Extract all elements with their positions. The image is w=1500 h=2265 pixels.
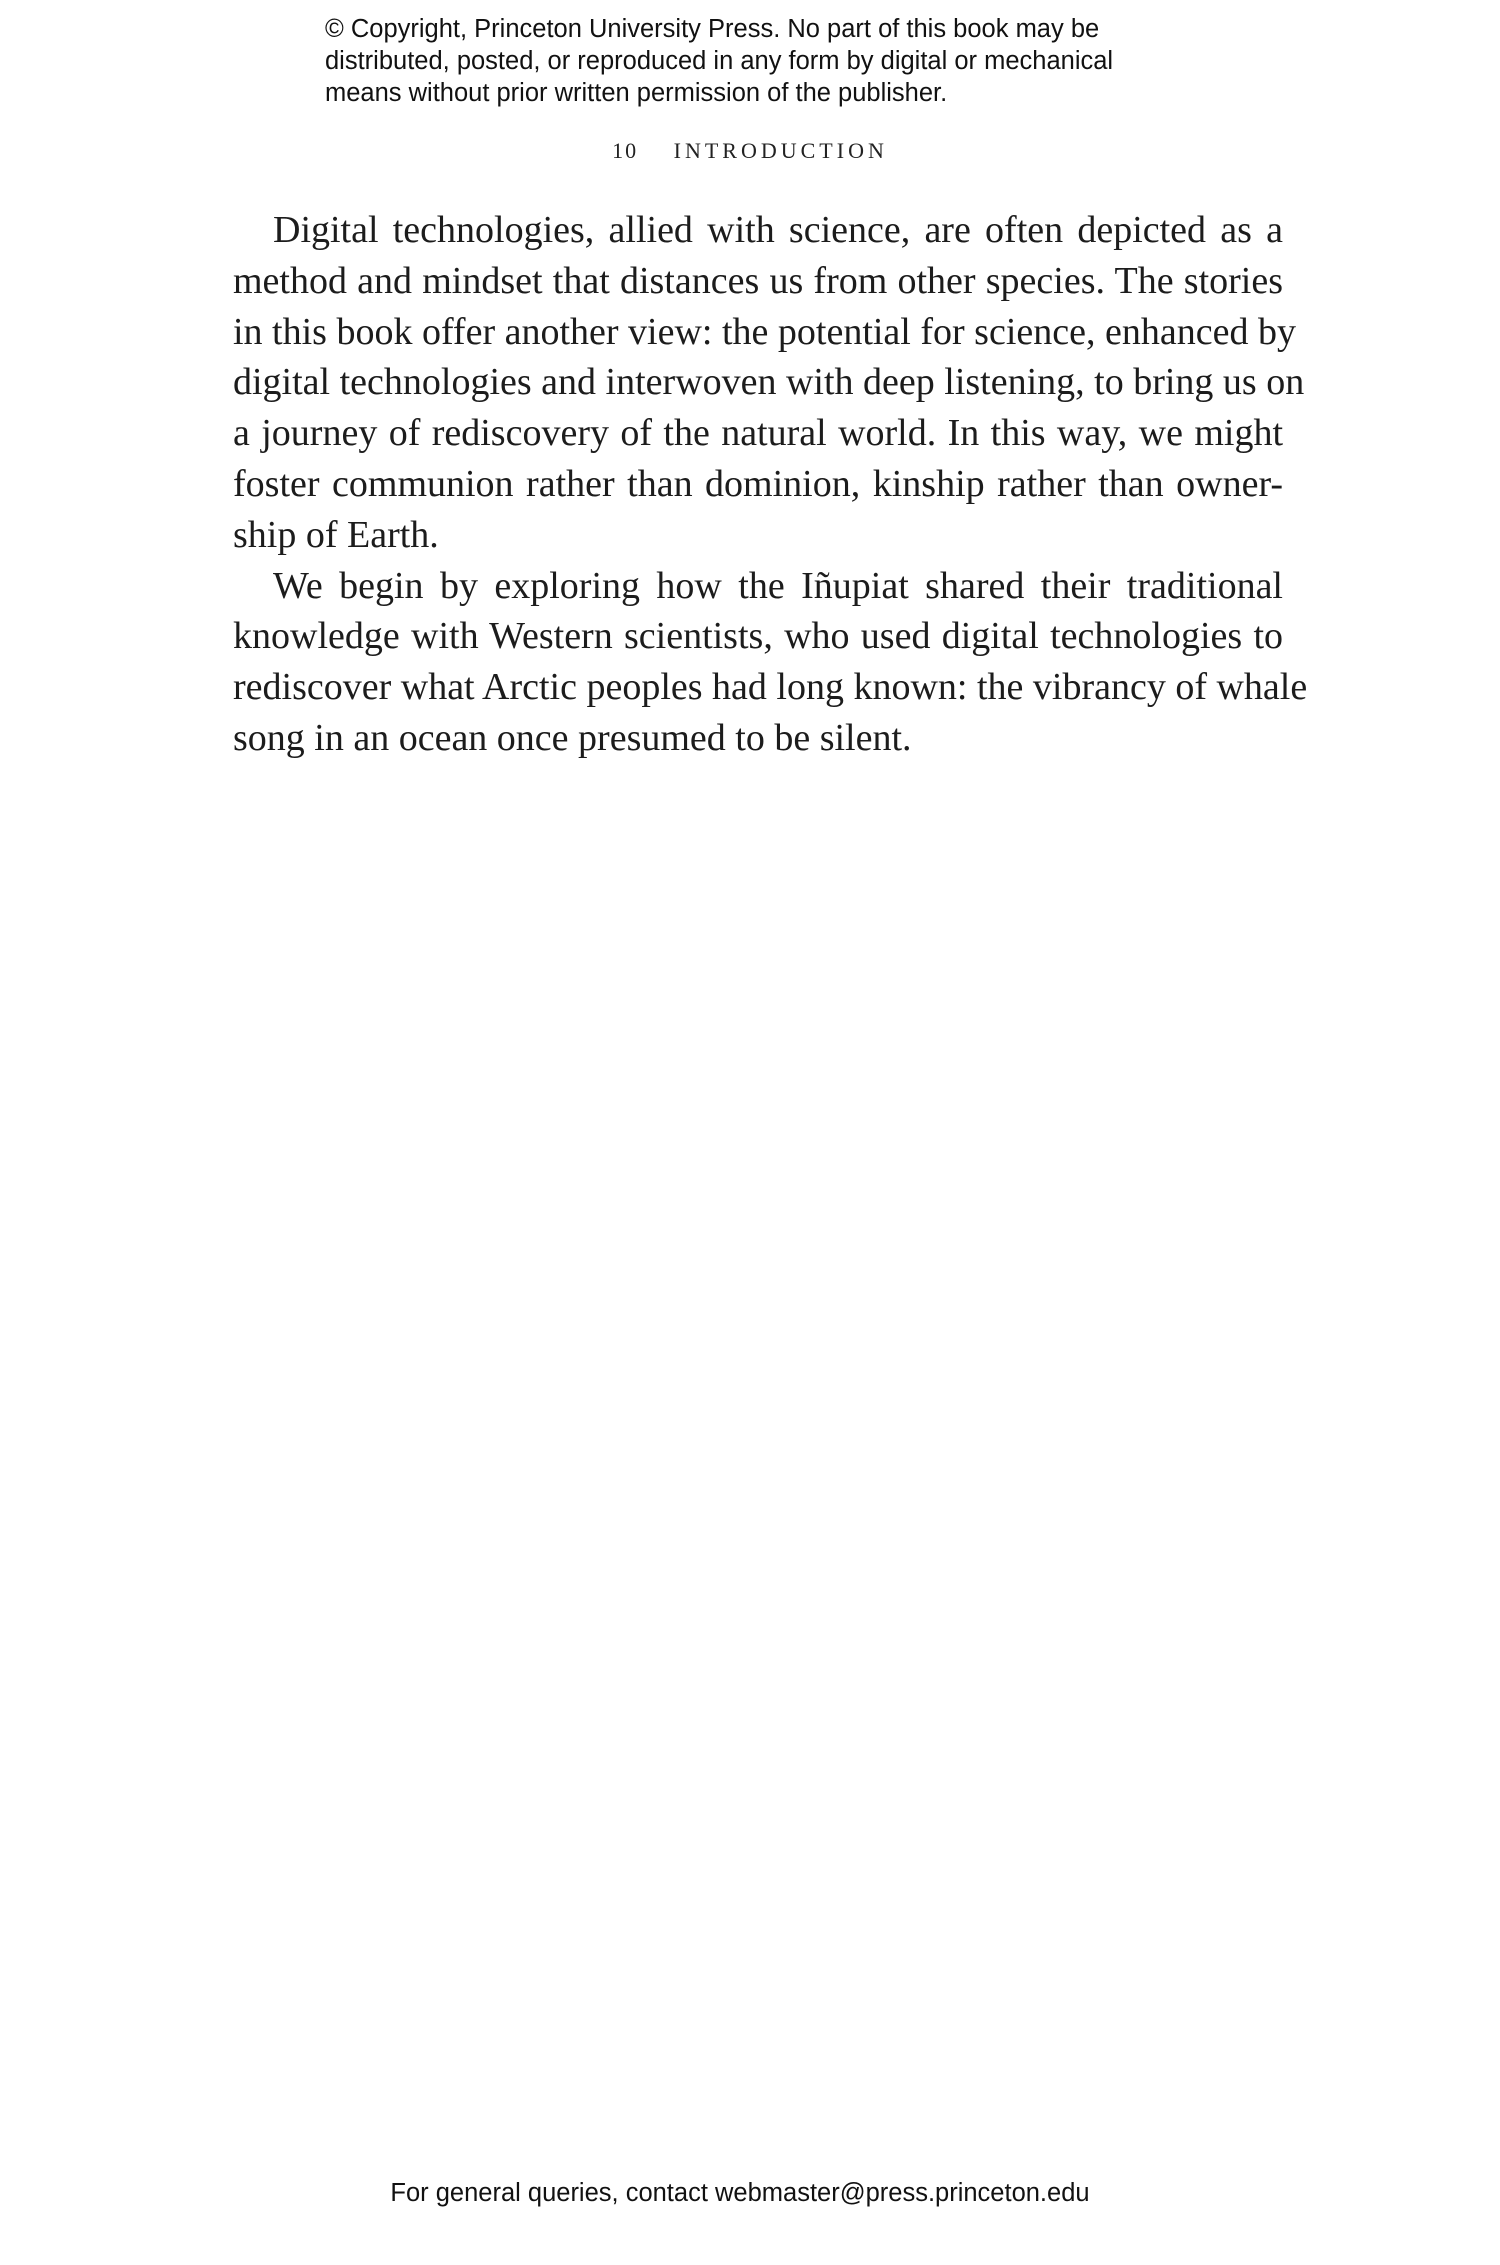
copyright-notice bbox=[325, 13, 1225, 109]
paragraph-line: We begin by exploring how the Iñupiat shared their traditional bbox=[273, 564, 1283, 607]
paragraph-line: knowledge with Western scientists, who used digital technologies to bbox=[233, 615, 1283, 658]
copyright-line: means without prior written permission of the publisher. bbox=[325, 79, 948, 107]
section-title: INTRODUCTION bbox=[673, 138, 888, 163]
paragraph-line: Digital technologies, allied with science, are often depicted as a bbox=[273, 209, 1283, 251]
paragraph-line: a journey of rediscovery of the natural world. In this way, we might bbox=[233, 412, 1283, 455]
copyright-line: distributed, posted, or reproduced in any form by digital or mechanical bbox=[325, 47, 1114, 75]
body-text bbox=[233, 205, 1308, 764]
paragraph-line: ship of Earth. bbox=[233, 513, 439, 556]
footer-contact: For general queries, contact webmaster@press.princeton.edu bbox=[390, 2179, 1090, 2207]
paragraph bbox=[233, 205, 1305, 561]
paragraph-line: digital technologies and interwoven with deep listening, to bring us on bbox=[233, 361, 1305, 404]
paragraph-line: foster communion rather than dominion, kinship rather than owner- bbox=[233, 462, 1283, 505]
paragraph-line: method and mindset that distances us from other species. The stories bbox=[233, 259, 1283, 302]
paragraph-line: in this book offer another view: the potential for science, enhanced by bbox=[233, 310, 1296, 353]
paragraph bbox=[233, 561, 1308, 764]
copyright-line: © Copyright, Princeton University Press. No part of this book may be bbox=[325, 15, 1100, 43]
running-head bbox=[0, 138, 1500, 164]
page-number: 10 bbox=[612, 138, 639, 163]
paragraph-line: song in an ocean once presumed to be silent. bbox=[233, 716, 912, 759]
paragraph-line: rediscover what Arctic peoples had long known: the vibrancy of whale bbox=[233, 666, 1308, 709]
